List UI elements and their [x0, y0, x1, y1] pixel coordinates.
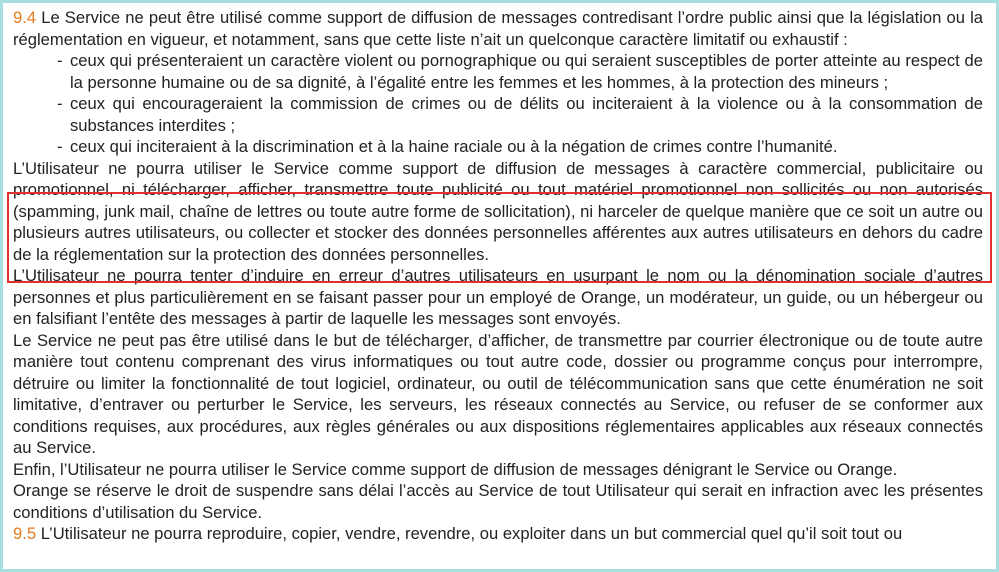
dash-bullet-icon: - — [57, 137, 63, 156]
prohibited-content-list — [13, 50, 983, 158]
paragraph-malware: Le Service ne peut pas être utilisé dans le but de télécharger, d’afficher, de transmettre par courrier électronique ou de toute autre manière tout contenu comprenant des virus informatiques ou tout autre code, dossier ou programme conçus pour interrompre, détruire ou limiter la fonctionnalité de tout logiciel, ordinateur, ou outil de télécommunication sans que cette énumération ne soit limitative, d’entraver ou perturber le Service, les serveurs, les réseaux connectés au Service, ou refuser de se conformer aux conditions requises, aux procédures, aux règles générales ou aux dispositions réglementaires applicables aux réseaux connectés au Service. — [13, 330, 983, 457]
paragraph-denigration: Enfin, l’Utilisateur ne pourra utiliser le Service comme support de diffusion de messages dénigrant le Service ou Orange. — [13, 459, 898, 479]
section-number-9-5: 9.5 — [13, 524, 37, 543]
document-content — [13, 7, 983, 545]
paragraph-suspension: Orange se réserve le droit de suspendre sans délai l’accès au Service de tout Utilisateur qui serait en infraction avec les présentes conditions d’utilisation du Service. — [13, 481, 983, 522]
paragraph-impersonation: L’Utilisateur ne pourra tenter d’induire en erreur d’autres utilisateurs en usurpant le nom ou la dénomination sociale d’autres personnes et plus particulièrement en se faisant passer pour un employé de Orange, un modérateur, un guide, ou un hébergeur ou en falsifiant l’entête des messages à partir de laquelle les messages sont envoyés. — [13, 266, 983, 328]
dash-bullet-icon: - — [57, 94, 63, 113]
list-item-text: ceux qui présenteraient un caractère violent ou pornographique ou qui seraient susceptibles de porter atteinte au respect de la personne humaine ou de sa dignité, à l’égalité entre les femmes et les hommes, à la protection des mineurs ; — [70, 51, 983, 92]
list-item — [57, 93, 983, 136]
section-9-5-text: L’Utilisateur ne pourra reproduire, copier, vendre, revendre, ou exploiter dans un but commercial quel qu’il soit tout ou — [40, 524, 903, 543]
list-item-text: ceux qui inciteraient à la discrimination et à la haine raciale ou à la négation de crimes contre l’humanité. — [70, 137, 838, 156]
list-item — [57, 50, 983, 93]
section-9-5 — [13, 523, 983, 545]
list-item — [57, 136, 983, 158]
section-9-4-intro-text: Le Service ne peut être utilisé comme support de diffusion de messages contredisant l’ordre public ainsi que la législation ou la réglementation en vigueur, et notamment, sans que cette liste n’ait un quelconque caractère limitatif ou exhaustif : — [13, 8, 983, 49]
list-item-text: ceux qui encourageraient la commission de crimes ou de délits ou inciteraient à la violence ou à la consommation de substances interdites ; — [70, 94, 983, 135]
section-number-9-4: 9.4 — [13, 8, 37, 27]
paragraph-commercial: L’Utilisateur ne pourra utiliser le Service comme support de diffusion de messages à caractère commercial, publicitaire ou promotionnel, ni télécharger, afficher, transmettre toute publicité ou tout matériel promotionnel non sollicités ou non autorisés (spamming, junk mail, chaîne de lettres ou toute autre forme de sollicitation), ni harceler de quelque manière que ce soit un autre ou plusieurs autres utilisateurs, ou collecter et stocker des données personnelles afférentes aux autres utilisateurs en dehors du cadre de la réglementation sur la protection des données personnelles. — [13, 158, 983, 264]
dash-bullet-icon: - — [57, 51, 63, 70]
section-9-4-intro — [13, 7, 983, 50]
